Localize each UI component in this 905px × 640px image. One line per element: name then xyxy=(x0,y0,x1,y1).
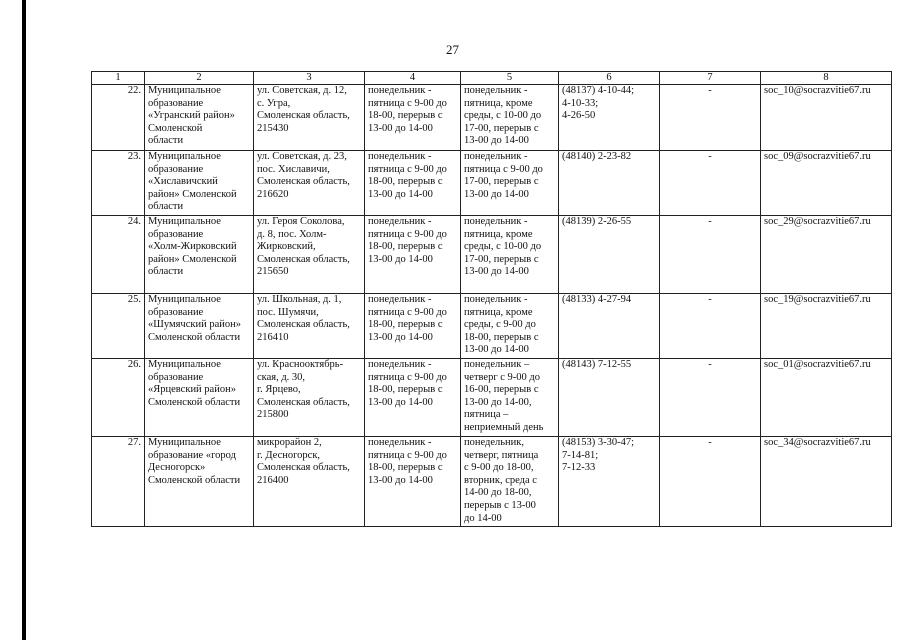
text-line: образование xyxy=(148,97,204,109)
text-line: области xyxy=(148,201,184,213)
phone-cell xyxy=(559,436,660,526)
text-line: 7-12-33 xyxy=(562,462,596,474)
text-line: Смоленской области xyxy=(148,331,241,343)
text-line: «Шумячский район» xyxy=(148,319,241,331)
text-line: 13-00 до 14-00, xyxy=(464,396,532,408)
text-line: понедельник - xyxy=(368,436,432,448)
text-line: (48137) 4-10-44; xyxy=(562,85,635,96)
address-cell xyxy=(254,215,365,293)
text-line: г. Ярцево, xyxy=(257,384,301,396)
address-cell xyxy=(254,151,365,216)
text-line: 216400 xyxy=(257,474,289,486)
text-line: пятница – xyxy=(464,409,509,421)
text-line: Муниципальное xyxy=(148,436,221,448)
text-line: г. Десногорск, xyxy=(257,449,321,461)
email-cell: soc_01@socrazvitie67.ru xyxy=(761,358,892,436)
text-line: пятница с 9-00 до xyxy=(368,97,447,109)
text-line: 13-00 до 14-00 xyxy=(368,396,433,408)
text-line: 13-00 до 14-00 xyxy=(464,266,529,278)
page-number: 27 xyxy=(446,42,459,57)
text-line: 18-00, перерыв с xyxy=(368,462,443,474)
working-hours-cell xyxy=(365,85,461,151)
column-header: 5 xyxy=(461,72,559,85)
text-line: пос. Шумячи, xyxy=(257,306,319,318)
text-line: 13-00 до 14-00 xyxy=(368,122,433,134)
address-cell xyxy=(254,436,365,526)
text-line: среды, с 10-00 до xyxy=(464,110,542,122)
address-cell xyxy=(254,85,365,151)
text-line: понедельник - xyxy=(464,215,528,227)
text-line: пятница, кроме xyxy=(464,306,533,318)
row-number: 26. xyxy=(92,358,145,436)
text-line: 18-00, перерыв с xyxy=(368,241,443,253)
column-header: 4 xyxy=(365,72,461,85)
text-line: (48139) 2-26-55 xyxy=(562,215,632,227)
organization-cell xyxy=(145,436,254,526)
text-line: Муниципальное xyxy=(148,85,221,96)
text-line: с. Угра, xyxy=(257,97,291,109)
text-line: «Холм-Жирковский xyxy=(148,241,237,253)
text-line: вторник, среда с xyxy=(464,474,537,486)
text-line: области xyxy=(148,135,184,147)
table-row xyxy=(92,215,892,293)
text-line: (48143) 7-12-55 xyxy=(562,358,632,370)
text-line: ул. Советская, д. 12, xyxy=(257,85,347,96)
text-line: пятница с 9-00 до xyxy=(368,449,447,461)
row-number: 27. xyxy=(92,436,145,526)
text-line: перерыв с 13-00 xyxy=(464,499,536,511)
column-header: 1 xyxy=(92,72,145,85)
text-line: 16-00, перерыв с xyxy=(464,384,539,396)
organization-cell xyxy=(145,215,254,293)
text-line: понедельник - xyxy=(368,215,432,227)
text-line: Муниципальное xyxy=(148,358,221,370)
text-line: Муниципальное xyxy=(148,215,221,227)
text-line: 17-00, перерыв с xyxy=(464,176,539,188)
text-line: понедельник - xyxy=(368,358,432,370)
column-header: 8 xyxy=(761,72,892,85)
reception-hours-cell xyxy=(461,436,559,526)
organization-cell xyxy=(145,151,254,216)
text-line: четверг, пятница xyxy=(464,449,539,461)
reception-hours-cell xyxy=(461,293,559,358)
text-line: 13-00 до 14-00 xyxy=(368,331,433,343)
working-hours-cell xyxy=(365,151,461,216)
text-line: 13-00 до 14-00 xyxy=(368,188,433,200)
table-row xyxy=(92,436,892,526)
text-line: (48133) 4-27-94 xyxy=(562,293,632,305)
text-line: понедельник - xyxy=(464,85,528,96)
working-hours-cell xyxy=(365,215,461,293)
text-line: области xyxy=(148,266,184,278)
text-line: с 9-00 до 18-00, xyxy=(464,462,534,474)
row-number: 25. xyxy=(92,293,145,358)
text-line: 18-00, перерыв с xyxy=(368,319,443,331)
text-line: 215800 xyxy=(257,409,289,421)
text-line: ул. Героя Соколова, xyxy=(257,215,345,227)
text-line: пятница, кроме xyxy=(464,97,533,109)
text-line: 17-00, перерыв с xyxy=(464,253,539,265)
text-line: среды, с 10-00 до xyxy=(464,241,542,253)
reception-hours-cell xyxy=(461,215,559,293)
text-line: 18-00, перерыв с xyxy=(368,384,443,396)
text-line: пятница с 9-00 до xyxy=(464,163,543,175)
text-line: 13-00 до 14-00 xyxy=(464,135,529,147)
column-7-cell: - xyxy=(660,151,761,216)
text-line: микрорайон 2, xyxy=(257,436,322,448)
text-line: «Хиславичский xyxy=(148,176,218,188)
text-line: четверг с 9-00 до xyxy=(464,371,541,383)
reception-hours-cell xyxy=(461,85,559,151)
phone-cell xyxy=(559,215,660,293)
text-line: Муниципальное xyxy=(148,293,221,305)
organizations-table xyxy=(91,71,892,527)
text-line: Смоленская область, xyxy=(257,110,350,122)
email-cell: soc_34@socrazvitie67.ru xyxy=(761,436,892,526)
text-line: понедельник - xyxy=(464,293,528,305)
reception-hours-cell xyxy=(461,358,559,436)
text-line: «Угранский район» xyxy=(148,110,235,122)
phone-cell xyxy=(559,293,660,358)
column-7-cell: - xyxy=(660,215,761,293)
text-line: 18-00, перерыв с xyxy=(368,110,443,122)
organization-cell xyxy=(145,358,254,436)
column-7-cell: - xyxy=(660,293,761,358)
text-line: образование «город xyxy=(148,449,236,461)
text-line: среды, с 9-00 до xyxy=(464,319,536,331)
text-line: пятница с 9-00 до xyxy=(368,228,447,240)
working-hours-cell xyxy=(365,358,461,436)
text-line: 13-00 до 14-00 xyxy=(368,253,433,265)
text-line: Десногорск» xyxy=(148,462,206,474)
text-line: 215650 xyxy=(257,266,289,278)
text-line: Смоленская область, xyxy=(257,176,350,188)
text-line: понедельник – xyxy=(464,358,530,370)
text-line: образование xyxy=(148,228,204,240)
phone-cell xyxy=(559,151,660,216)
text-line: пятница, кроме xyxy=(464,228,533,240)
text-line: Жирковский, xyxy=(257,241,316,253)
text-line: Смоленской области xyxy=(148,474,241,486)
text-line: образование xyxy=(148,163,204,175)
column-7-cell: - xyxy=(660,358,761,436)
email-cell: soc_10@socrazvitie67.ru xyxy=(761,85,892,151)
text-line: Смоленская область, xyxy=(257,319,350,331)
table-row xyxy=(92,293,892,358)
column-header: 7 xyxy=(660,72,761,85)
text-line: ул. Советская, д. 23, xyxy=(257,151,347,162)
table-row xyxy=(92,85,892,151)
text-line: пос. Хиславичи, xyxy=(257,163,330,175)
text-line: до 14-00 xyxy=(464,512,502,524)
address-cell xyxy=(254,358,365,436)
text-line: 4-10-33; xyxy=(562,97,599,109)
text-line: ул. Школьная, д. 1, xyxy=(257,293,342,305)
address-cell xyxy=(254,293,365,358)
organization-cell xyxy=(145,85,254,151)
reception-hours-cell xyxy=(461,151,559,216)
phone-cell xyxy=(559,358,660,436)
text-line: 18-00, перерыв с xyxy=(368,176,443,188)
table-row xyxy=(92,358,892,436)
email-cell: soc_09@socrazvitie67.ru xyxy=(761,151,892,216)
text-line: образование xyxy=(148,371,204,383)
scan-edge-bar xyxy=(22,0,26,640)
column-7-cell: - xyxy=(660,85,761,151)
text-line: 18-00, перерыв с xyxy=(464,331,539,343)
text-line: неприемный день xyxy=(464,421,544,433)
text-line: 13-00 до 14-00 xyxy=(368,474,433,486)
text-line: Смоленской области xyxy=(148,396,241,408)
text-line: Смоленская область, xyxy=(257,462,350,474)
text-line: «Ярцевский район» xyxy=(148,384,236,396)
text-line: 13-00 до 14-00 xyxy=(464,344,529,356)
text-line: район» Смоленской xyxy=(148,253,237,265)
column-header: 2 xyxy=(145,72,254,85)
text-line: образование xyxy=(148,306,204,318)
text-line: пятница с 9-00 до xyxy=(368,163,447,175)
text-line: ская, д. 30, xyxy=(257,371,306,383)
text-line: 14-00 до 18-00, xyxy=(464,487,532,499)
text-line: пятница с 9-00 до xyxy=(368,306,447,318)
email-cell: soc_29@socrazvitie67.ru xyxy=(761,215,892,293)
row-number: 22. xyxy=(92,85,145,151)
text-line: (48140) 2-23-82 xyxy=(562,151,632,162)
text-line: д. 8, пос. Холм- xyxy=(257,228,327,240)
text-line: 216620 xyxy=(257,188,289,200)
text-line: 4-26-50 xyxy=(562,110,596,122)
text-line: понедельник - xyxy=(368,151,432,162)
text-line: пятница с 9-00 до xyxy=(368,371,447,383)
text-line: район» Смоленской xyxy=(148,188,237,200)
text-line: 13-00 до 14-00 xyxy=(464,188,529,200)
text-line: Смоленская область, xyxy=(257,253,350,265)
row-number: 24. xyxy=(92,215,145,293)
text-line: 215430 xyxy=(257,122,289,134)
header-row xyxy=(92,72,892,85)
text-line: 7-14-81; xyxy=(562,449,599,461)
text-line: 17-00, перерыв с xyxy=(464,122,539,134)
organization-cell xyxy=(145,293,254,358)
column-header: 3 xyxy=(254,72,365,85)
email-cell: soc_19@socrazvitie67.ru xyxy=(761,293,892,358)
text-line: понедельник - xyxy=(368,293,432,305)
text-line: ул. Краснооктябрь- xyxy=(257,358,344,370)
column-7-cell: - xyxy=(660,436,761,526)
text-line: Смоленская область, xyxy=(257,396,350,408)
text-line: понедельник, xyxy=(464,436,525,448)
column-header: 6 xyxy=(559,72,660,85)
text-line: 216410 xyxy=(257,331,289,343)
text-line: Смоленской xyxy=(148,122,203,134)
text-line: понедельник - xyxy=(368,85,432,96)
text-line: понедельник - xyxy=(464,151,528,162)
row-number: 23. xyxy=(92,151,145,216)
table-row xyxy=(92,151,892,216)
text-line: Муниципальное xyxy=(148,151,221,162)
working-hours-cell xyxy=(365,293,461,358)
text-line: (48153) 3-30-47; xyxy=(562,436,635,448)
phone-cell xyxy=(559,85,660,151)
working-hours-cell xyxy=(365,436,461,526)
